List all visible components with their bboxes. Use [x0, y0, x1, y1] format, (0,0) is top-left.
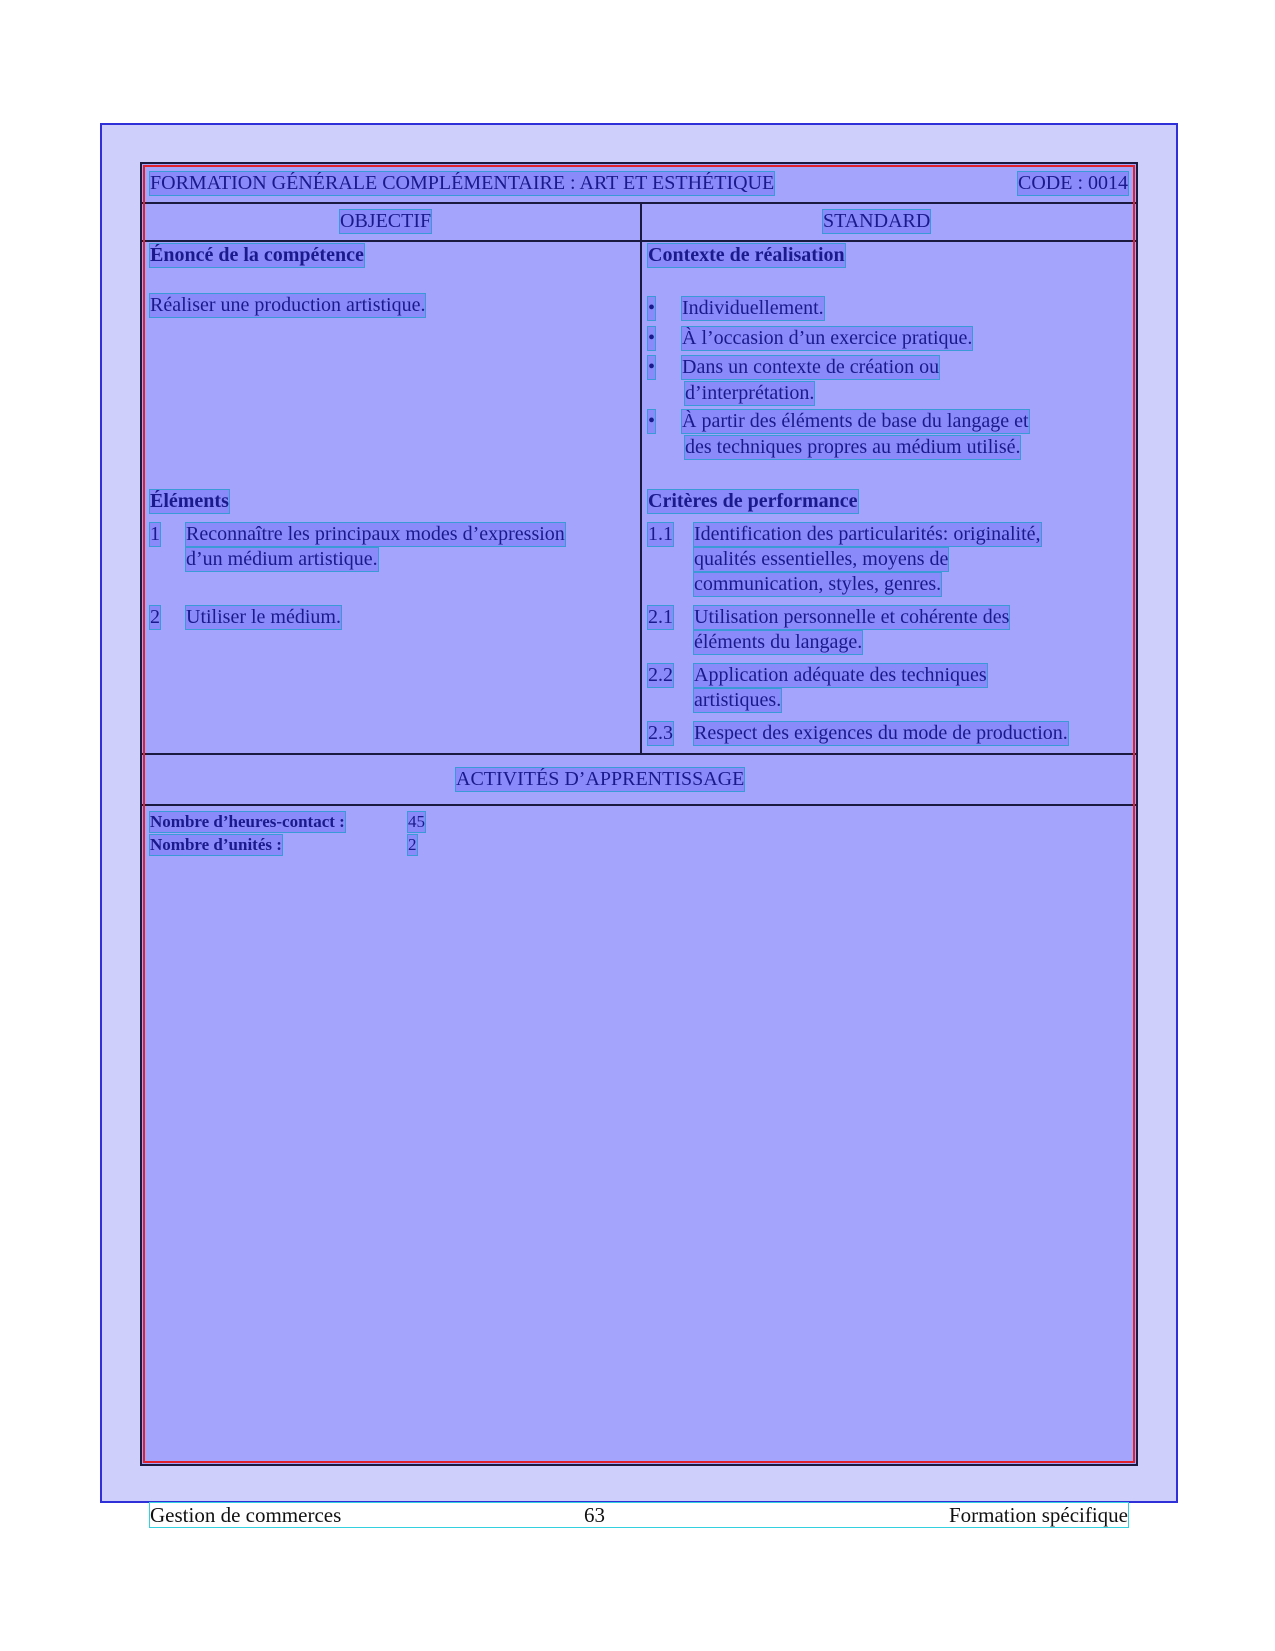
context-bullet: •	[648, 327, 656, 349]
criterion-text: Application adéquate des techniques	[694, 664, 987, 686]
footer-right: Formation spécifique	[948, 1503, 1128, 1527]
hours-label: Nombre d’heures-contact :	[150, 812, 345, 831]
criterion-number: 2.2	[648, 664, 673, 686]
criterion-text: éléments du langage.	[694, 631, 863, 653]
divider	[142, 202, 1136, 204]
context-bullet-text: d’interprétation.	[685, 382, 815, 404]
column-header-objectif: OBJECTIF	[340, 210, 432, 232]
criterion-text: artistiques.	[694, 689, 782, 711]
form-title: FORMATION GÉNÉRALE COMPLÉMENTAIRE : ART ET ESTHÉTIQUE	[150, 172, 775, 194]
element-text: d’un médium artistique.	[186, 548, 378, 570]
page-number: 63	[584, 1503, 605, 1527]
criterion-text: qualités essentielles, moyens de	[694, 548, 949, 570]
context-bullet: •	[648, 356, 656, 378]
competence-text: Réaliser une production artistique.	[150, 294, 426, 316]
element-text: Utiliser le médium.	[186, 606, 341, 628]
criterion-number: 2.1	[648, 606, 673, 628]
units-value: 2	[408, 835, 417, 854]
criterion-text: communication, styles, genres.	[694, 573, 942, 595]
footer-left: Gestion de commerces	[150, 1503, 342, 1527]
divider	[142, 240, 1136, 242]
units-label: Nombre d’unités :	[150, 835, 282, 854]
criterion-number: 1.1	[648, 523, 673, 545]
hours-value: 45	[408, 812, 425, 831]
form-code: CODE : 0014	[1018, 172, 1128, 194]
column-header-standard: STANDARD	[823, 210, 931, 232]
element-text: Reconnaître les principaux modes d’expression	[186, 523, 565, 545]
context-bullet-text: À l’occasion d’un exercice pratique.	[682, 327, 973, 349]
criterion-text: Utilisation personnelle et cohérente des	[694, 606, 1010, 628]
element-number: 2	[150, 606, 160, 628]
context-bullet-text: des techniques propres au médium utilisé.	[685, 436, 1021, 458]
column-divider	[640, 202, 642, 753]
divider	[142, 804, 1136, 806]
element-number: 1	[150, 523, 160, 545]
context-bullet-text: Individuellement.	[682, 297, 824, 319]
competence-heading: Énoncé de la compétence	[150, 244, 364, 266]
activities-heading: ACTIVITÉS D’APPRENTISSAGE	[456, 768, 745, 790]
criteria-heading: Critères de performance	[648, 490, 858, 512]
divider	[142, 753, 1136, 755]
context-heading: Contexte de réalisation	[648, 244, 845, 266]
context-bullet: •	[648, 297, 656, 319]
competency-form	[140, 162, 1138, 1466]
context-bullet: •	[648, 410, 656, 432]
criterion-text: Respect des exigences du mode de production.	[694, 722, 1068, 744]
context-bullet-text: Dans un contexte de création ou	[682, 356, 940, 378]
criterion-number: 2.3	[648, 722, 673, 744]
context-bullet-text: À partir des éléments de base du langage et	[682, 410, 1029, 432]
elements-heading: Éléments	[150, 490, 229, 512]
criterion-text: Identification des particularités: originalité,	[694, 523, 1041, 545]
